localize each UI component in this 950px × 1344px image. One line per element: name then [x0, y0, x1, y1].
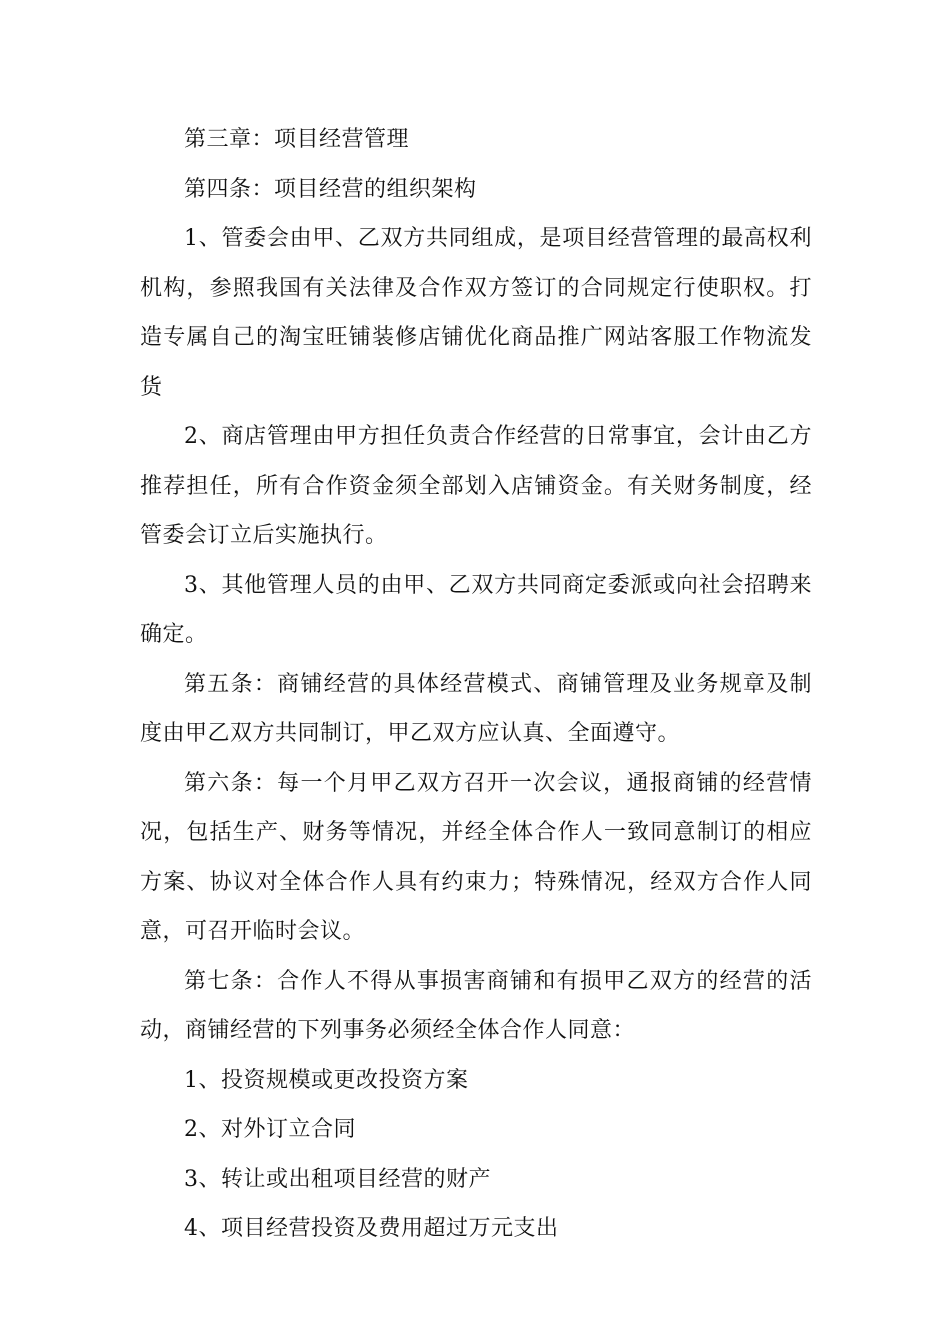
list-item: 1、投资规模或更改投资方案: [184, 1067, 469, 1093]
paragraph: 第七条：合作人不得从事损害商铺和有损甲乙双方的经营的活动，商铺经营的下列事务必须经全体合作人同意：: [140, 968, 812, 1043]
paragraph: 第六条：每一个月甲乙双方召开一次会议，通报商铺的经营情况，包括生产、财务等情况，并经全体合作人一致同意制订的相应方案、协议对全体合作人具有约束力；特殊情况，经双方合作人同意，可召开临时会议。: [140, 770, 812, 944]
paragraph: 第五条：商铺经营的具体经营模式、商铺管理及业务规章及制度由甲乙双方共同制订，甲乙双方应认真、全面遵守。: [140, 671, 812, 746]
document-body: [140, 115, 812, 1254]
paragraph: 3、其他管理人员的由甲、乙双方共同商定委派或向社会招聘来确定。: [140, 572, 812, 647]
paragraph: 1、管委会由甲、乙双方共同组成，是项目经营管理的最高权利机构，参照我国有关法律及合作双方签订的合同规定行使职权。打造专属自己的淘宝旺铺装修店铺优化商品推广网站客服工作物流发货: [140, 226, 812, 400]
list-item: 2、对外订立合同: [184, 1117, 356, 1142]
list-item: 4、项目经营投资及费用超过万元支出: [184, 1216, 559, 1241]
list-item: 3、转让或出租项目经营的财产: [184, 1166, 491, 1192]
article-heading: 第四条：项目经营的组织架构: [184, 176, 477, 202]
paragraph: 2、商店管理由甲方担任负责合作经营的日常事宜，会计由乙方推荐担任，所有合作资金须全部划入店铺资金。有关财务制度，经管委会订立后实施执行。: [140, 424, 812, 548]
chapter-heading: 第三章：项目经营管理: [184, 127, 410, 152]
